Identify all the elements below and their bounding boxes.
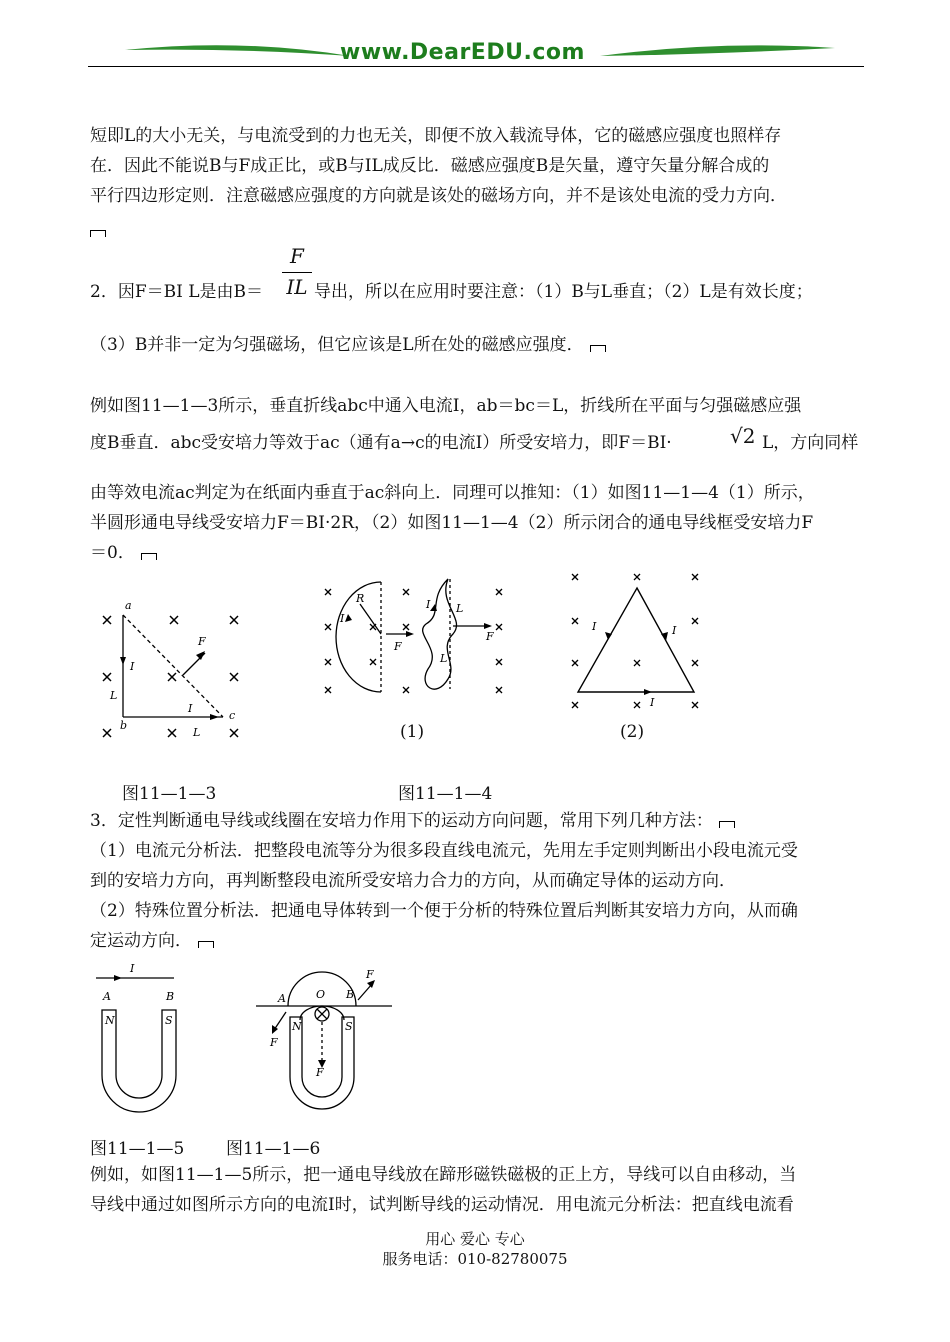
arrow-head <box>196 651 205 660</box>
text-line: 导出，所以在应用时要注意：（1）B与L垂直；（2）L是有效长度； <box>314 282 813 302</box>
cross-mark <box>170 616 178 624</box>
label-I: I <box>672 624 677 637</box>
text-line: 平行四边形定则．注意磁感应强度的方向就是该处的磁场方向，并不是该处电流的受力方向． <box>90 186 787 206</box>
text-line: 由等效电流ac判定为在纸面内垂直于ac斜向上．同理可以推知：（1）如图11—1—4（1）所示， <box>90 483 815 503</box>
cross-mark <box>168 729 176 737</box>
fraction-numerator: F <box>290 244 304 268</box>
label-F: F <box>198 635 206 648</box>
cross-mark <box>403 624 409 630</box>
cross-mark <box>692 574 698 580</box>
label-B: B <box>166 990 175 1003</box>
label-a: a <box>125 599 132 612</box>
label-N: N <box>292 1020 302 1033</box>
arrow-head <box>210 714 219 720</box>
cross-mark <box>692 618 698 624</box>
label-I: I <box>188 702 193 715</box>
label-A: A <box>103 990 111 1003</box>
label-S: S <box>345 1020 353 1033</box>
text-line: 度B垂直．abc受安培力等效于ac（通有a→c的电流I）所受安培力，即F＝BI· <box>90 433 672 453</box>
label-S: S <box>165 1014 173 1027</box>
label-I: I <box>426 598 431 611</box>
force-arrow <box>358 984 372 1000</box>
text-line: 到的安培力方向，再判断整段电流所受安培力合力的方向，从而确定导体的运动方向． <box>90 871 736 891</box>
cross-mark <box>325 687 331 693</box>
subfigure-label-2: (2) <box>620 722 645 742</box>
figure-11-1-4-part1 <box>318 574 513 704</box>
cross-mark <box>325 589 331 595</box>
text-line: 定运动方向． <box>90 929 214 953</box>
figure-11-1-4-part2 <box>564 568 709 718</box>
text-line: 2．因F＝BI L是由B＝ <box>90 282 264 302</box>
label-c: c <box>229 709 236 722</box>
cross-mark <box>572 702 578 708</box>
cross-mark <box>692 702 698 708</box>
cross-mark <box>634 660 640 666</box>
fraction-bar <box>282 272 312 273</box>
figure-caption: 图11—1—6 <box>226 1139 321 1159</box>
label-I: I <box>592 620 597 633</box>
site-url: www.DearEDU.com <box>340 40 585 65</box>
wavy-wire <box>423 579 457 689</box>
figure-11-1-5 <box>96 960 186 1130</box>
figure-caption: 图11—1—3 <box>122 784 217 804</box>
cross-mark <box>103 729 111 737</box>
cross-mark <box>496 659 502 665</box>
cross-mark <box>403 687 409 693</box>
figure-caption: 图11—1—4 <box>398 784 493 804</box>
label-I: I <box>130 962 135 975</box>
label-L: L <box>440 652 448 665</box>
label-L: L <box>193 726 201 739</box>
fraction-denominator: IL <box>286 275 308 299</box>
sqrt-two: √2 <box>730 424 756 448</box>
cross-mark <box>403 589 409 595</box>
figure-11-1-3 <box>95 595 255 750</box>
arrow-head <box>367 980 375 988</box>
cross-mark <box>572 618 578 624</box>
arrow-head <box>120 657 126 665</box>
cross-mark <box>496 589 502 595</box>
arrow-head <box>345 614 352 622</box>
label-B: B <box>346 988 355 1001</box>
cross-mark <box>572 574 578 580</box>
label-F: F <box>486 630 494 643</box>
text-line: 在．因此不能说B与F成正比，或B与IL成反比．磁感应强度B是矢量，遵守矢量分解合成的 <box>90 156 770 176</box>
cross-mark <box>634 574 640 580</box>
cross-mark <box>496 624 502 630</box>
figure-caption: 图11—1—5 <box>90 1139 185 1159</box>
paragraph-mark <box>90 218 106 242</box>
cross-mark <box>103 673 111 681</box>
text-line: 短即L的大小无关，与电流受到的力也无关，即便不放入载流导体，它的磁感应强度也照样存 <box>90 126 782 146</box>
text-line: （2）特殊位置分析法．把通电导体转到一个便于分析的特殊位置后判断其安培力方向，从而确 <box>90 901 798 921</box>
field-line <box>300 1006 344 1020</box>
label-I: I <box>130 660 135 673</box>
label-I: I <box>340 612 345 625</box>
label-I: I <box>650 696 655 709</box>
cross-mark <box>325 624 331 630</box>
footer-slogan: 用心 爱心 专心 <box>425 1230 525 1248</box>
label-F: F <box>394 640 402 653</box>
force-arrow <box>274 1012 286 1030</box>
text-line: L，方向同样 <box>762 433 859 453</box>
text-line: 半圆形通电导线受安培力F＝BI·2R，（2）如图11—1—4（2）所示闭合的通电导线框受安培力F <box>90 513 814 533</box>
text-line: （3）B并非一定为匀强磁场，但它应该是L所在处的磁感应强度． <box>90 333 606 357</box>
arrow-head <box>484 623 492 629</box>
text-line: （1）电流元分析法．把整段电流等分为很多段直线电流元，先用左手定则判断出小段电流元受 <box>90 841 798 861</box>
subfigure-label-1: (1) <box>400 722 425 742</box>
label-F: F <box>316 1066 324 1079</box>
triangle-loop <box>578 588 694 692</box>
arrow-head <box>644 689 652 695</box>
label-F: F <box>270 1036 278 1049</box>
cross-mark <box>692 660 698 666</box>
label-L: L <box>456 602 464 615</box>
cross-mark <box>103 616 111 624</box>
arrow-head <box>114 975 122 981</box>
text-line: 导线中通过如图所示方向的电流I时，试判断导线的运动情况．用电流元分析法：把直线电流看 <box>90 1195 794 1215</box>
cross-mark <box>370 659 376 665</box>
text-line: 3．定性判断通电导线或线圈在安培力作用下的运动方向问题，常用下列几种方法： <box>90 809 735 833</box>
figure-11-1-6 <box>256 962 396 1122</box>
cross-mark <box>168 673 176 681</box>
label-A: A <box>278 992 286 1005</box>
cross-mark <box>230 729 238 737</box>
label-R: R <box>356 592 365 605</box>
text-line: 例如，如图11—1—5所示，把一通电导线放在蹄形磁铁磁极的正上方，导线可以自由移动，当 <box>90 1165 797 1185</box>
label-L: L <box>110 689 118 702</box>
text-line: 例如图11—1—3所示，垂直折线abc中通入电流I，ab＝bc＝L，折线所在平面与匀强磁感应强 <box>90 396 802 416</box>
text-line: ＝0． <box>90 541 157 565</box>
header-rule <box>88 66 864 67</box>
cross-mark <box>230 673 238 681</box>
footer-phone: 服务电话：010-82780075 <box>382 1250 568 1268</box>
label-O: O <box>316 988 326 1001</box>
label-b: b <box>120 719 128 732</box>
label-F: F <box>366 968 374 981</box>
cross-mark <box>496 687 502 693</box>
cross-mark <box>634 702 640 708</box>
cross-mark <box>572 660 578 666</box>
label-N: N <box>105 1014 115 1027</box>
arrow-head <box>406 631 414 637</box>
wire-ac-dashed <box>123 615 223 717</box>
cross-mark <box>325 659 331 665</box>
cross-mark <box>230 616 238 624</box>
